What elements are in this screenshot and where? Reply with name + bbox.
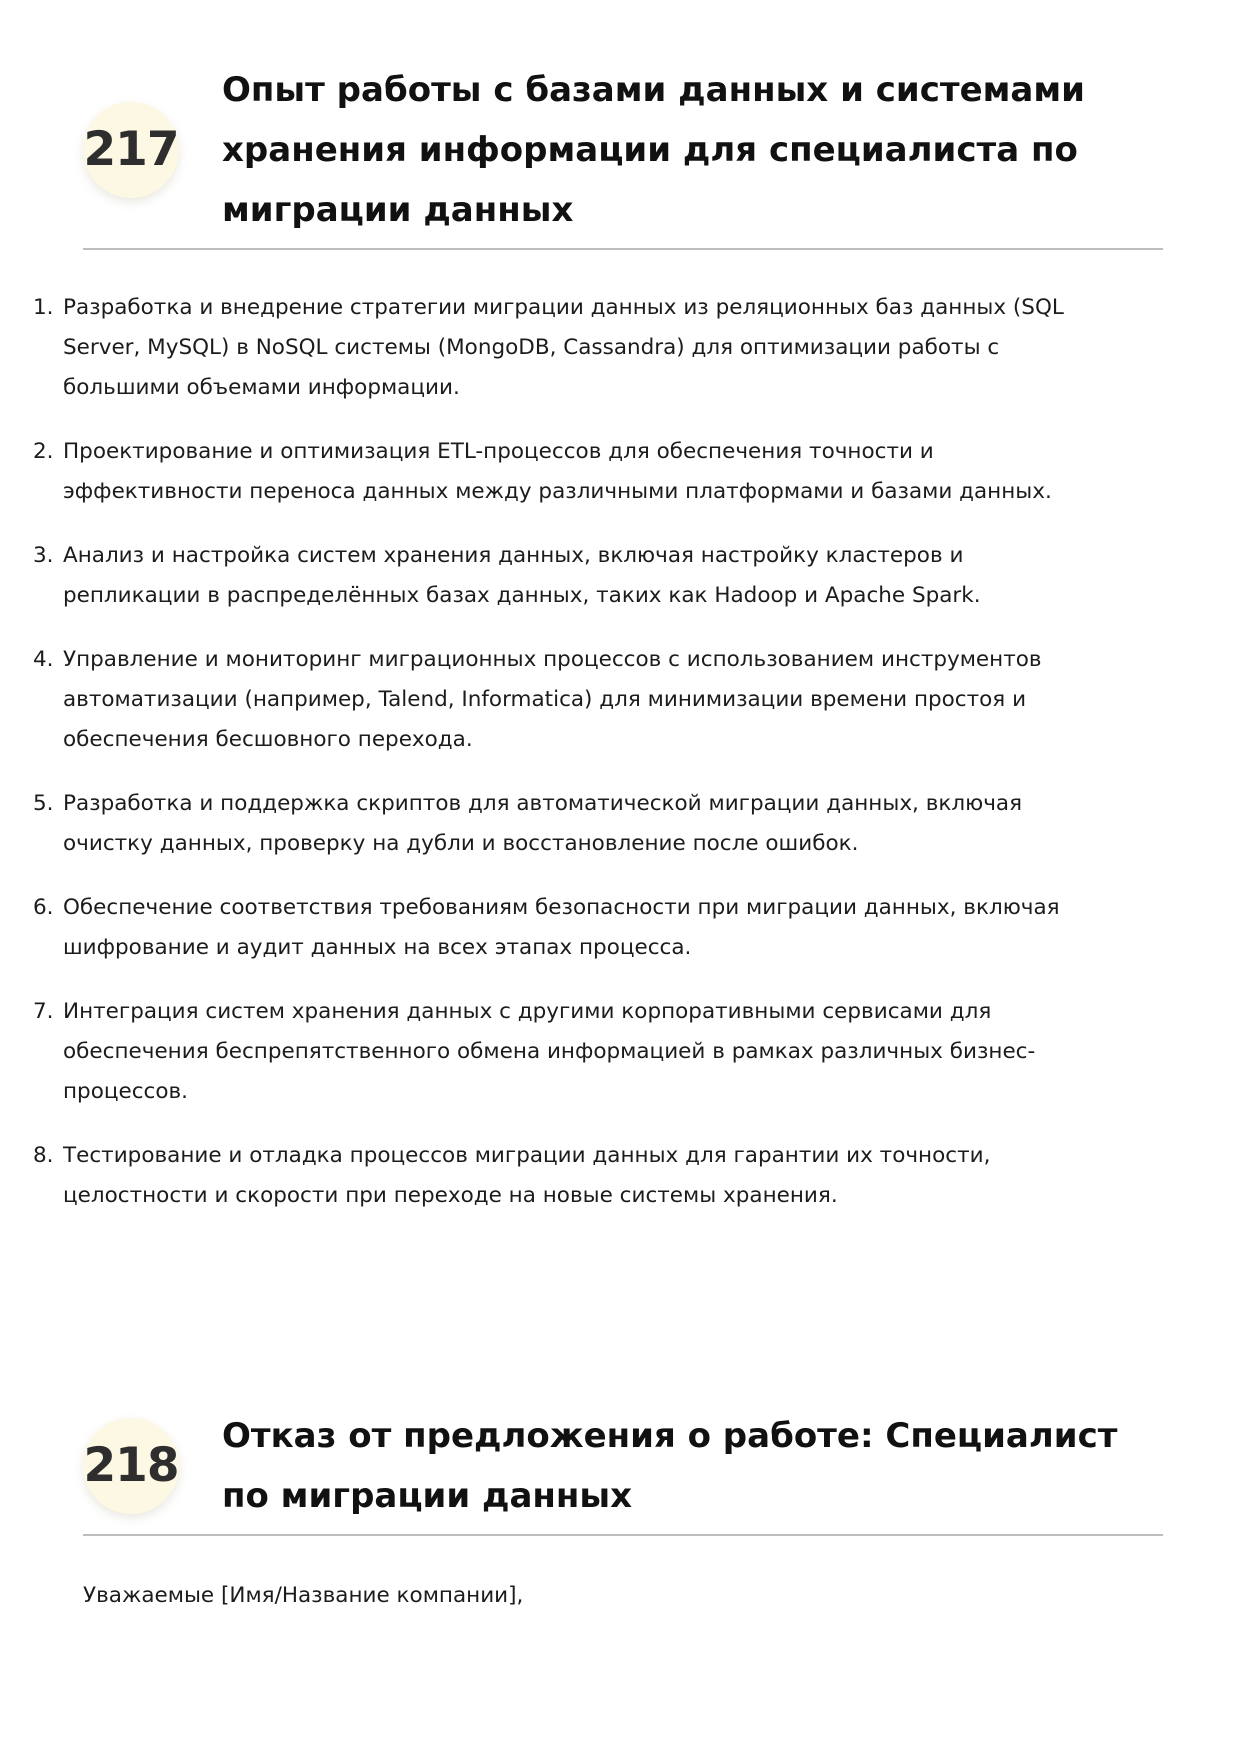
list-item-text: Проектирование и оптимизация ETL-процессов для обеспечения точности и эффективности переноса данных между различными платформами и базами данных. <box>63 439 1052 504</box>
letter-greeting: Уважаемые [Имя/Название компании], <box>83 1583 524 1608</box>
list-item <box>33 992 1093 1112</box>
list-item-number: 2. <box>33 439 54 464</box>
list-item-text: Тестирование и отладка процессов миграции данных для гарантии их точности, целостности и скорости при переходе на новые системы хранения. <box>63 1143 991 1208</box>
experience-list <box>33 288 1093 1240</box>
list-item-number: 5. <box>33 791 54 816</box>
section-number: 218 <box>83 1438 179 1493</box>
list-item <box>33 536 1093 616</box>
section-divider <box>83 1534 1163 1536</box>
list-item <box>33 288 1093 408</box>
section-divider <box>83 248 1163 250</box>
list-item-text: Обеспечение соответствия требованиям безопасности при миграции данных, включая шифрование и аудит данных на всех этапах процесса. <box>63 895 1060 960</box>
list-item <box>33 640 1093 760</box>
list-item <box>33 1136 1093 1216</box>
section-number: 217 <box>83 122 179 177</box>
section-title: Опыт работы с базами данных и системами хранения информации для специалиста по миграции данных <box>222 70 1085 230</box>
list-item-number: 8. <box>33 1143 54 1168</box>
list-item-text: Управление и мониторинг миграционных процессов с использованием инструментов автоматизации (например, Talend, Informatica) для минимизации времени простоя и обеспечения бесшовного перехода. <box>63 647 1042 752</box>
list-item-number: 6. <box>33 895 54 920</box>
list-item-number: 1. <box>33 295 54 320</box>
list-item-text: Разработка и поддержка скриптов для автоматической миграции данных, включая очистку данных, проверку на дубли и восстановление после ошибок. <box>63 791 1023 856</box>
list-item-number: 4. <box>33 647 54 672</box>
section-title: Отказ от предложения о работе: Специалист по миграции данных <box>222 1416 1118 1516</box>
section-218 <box>83 1406 1163 1538</box>
list-item-number: 7. <box>33 999 54 1024</box>
section-217 <box>83 60 1163 252</box>
list-item-text: Анализ и настройка систем хранения данных, включая настройку кластеров и репликации в распределённых базах данных, таких как Hadoop и Apache Spark. <box>63 543 981 608</box>
list-item-number: 3. <box>33 543 54 568</box>
list-item <box>33 888 1093 968</box>
list-item-text: Разработка и внедрение стратегии миграции данных из реляционных баз данных (SQL Server, MySQL) в NoSQL системы (MongoDB, Cassandra) для оптимизации работы с большими объемами информации. <box>63 295 1064 400</box>
list-item <box>33 432 1093 512</box>
list-item <box>33 784 1093 864</box>
list-item-text: Интеграция систем хранения данных с другими корпоративными сервисами для обеспечения беспрепятственного обмена информацией в рамках различных бизнес-процессов. <box>63 999 1036 1104</box>
